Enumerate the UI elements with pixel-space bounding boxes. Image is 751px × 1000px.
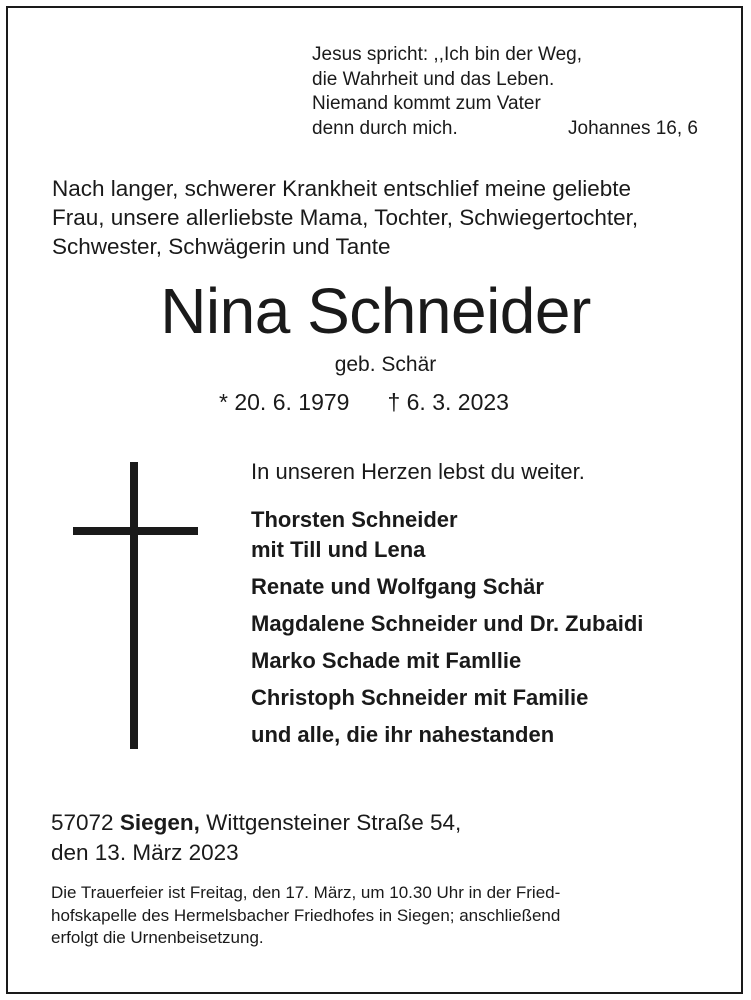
intro-text	[52, 174, 712, 261]
mourner-entry: und alle, die ihr nahestanden	[251, 722, 555, 747]
cross-icon-crossbar	[73, 527, 198, 535]
postal-code: 57072	[51, 810, 114, 835]
quote-reference: Johannes 16, 6	[568, 117, 698, 139]
quote-line: Jesus spricht: ,,Ich bin der Weg,	[312, 44, 582, 65]
intro-line: Nach langer, schwerer Krankheit entschlief meine geliebte	[52, 176, 632, 201]
mourner-entry: Marko Schade mit Famllie	[251, 648, 522, 673]
maiden-name-row	[0, 351, 751, 379]
mourner-entry: Christoph Schneider mit Familie	[251, 685, 589, 710]
quote-line: denn durch mich.	[312, 117, 458, 139]
ceremony-line: hofskapelle des Hermelsbacher Friedhofes in Siegen; anschließend	[51, 905, 561, 925]
quote-line: Niemand kommt zum Vater	[312, 93, 541, 114]
mourner-entry: Renate und Wolfgang Schär	[251, 574, 544, 599]
ceremony-notice	[51, 882, 703, 950]
mourner-entry: mit Till und Lena	[251, 537, 426, 562]
farewell-line: In unseren Herzen lebst du weiter.	[251, 459, 585, 484]
death-date: † 6. 3. 2023	[387, 389, 509, 415]
maiden-name: geb. Schär	[334, 353, 437, 376]
mourners-list	[251, 505, 721, 750]
ceremony-line: Die Trauerfeier ist Freitag, den 17. März, um 10.30 Uhr in der Fried-	[51, 883, 561, 902]
quote-last-line	[312, 117, 698, 142]
deceased-name: Nina Schneider	[160, 275, 591, 347]
date-line: den 13. März 2023	[51, 840, 239, 865]
mourner-entry: Magdalene Schneider und Dr. Zubaidi	[251, 611, 644, 636]
intro-line: Schwester, Schwägerin und Tante	[52, 234, 391, 259]
address-block	[51, 808, 461, 868]
cross-icon	[130, 462, 138, 749]
city: Siegen,	[119, 810, 200, 835]
mourner-entry: Thorsten Schneider	[251, 507, 458, 532]
street: Wittgensteiner Straße 54,	[206, 810, 462, 835]
bible-quote	[312, 43, 702, 141]
life-dates	[219, 387, 509, 417]
quote-line: die Wahrheit und das Leben.	[312, 68, 555, 90]
intro-line: Frau, unsere allerliebste Mama, Tochter, Schwiegertochter,	[52, 205, 639, 230]
birth-date: * 20. 6. 1979	[219, 389, 350, 415]
ceremony-line: erfolgt die Urnenbeisetzung.	[51, 928, 264, 947]
address-line	[51, 808, 461, 838]
